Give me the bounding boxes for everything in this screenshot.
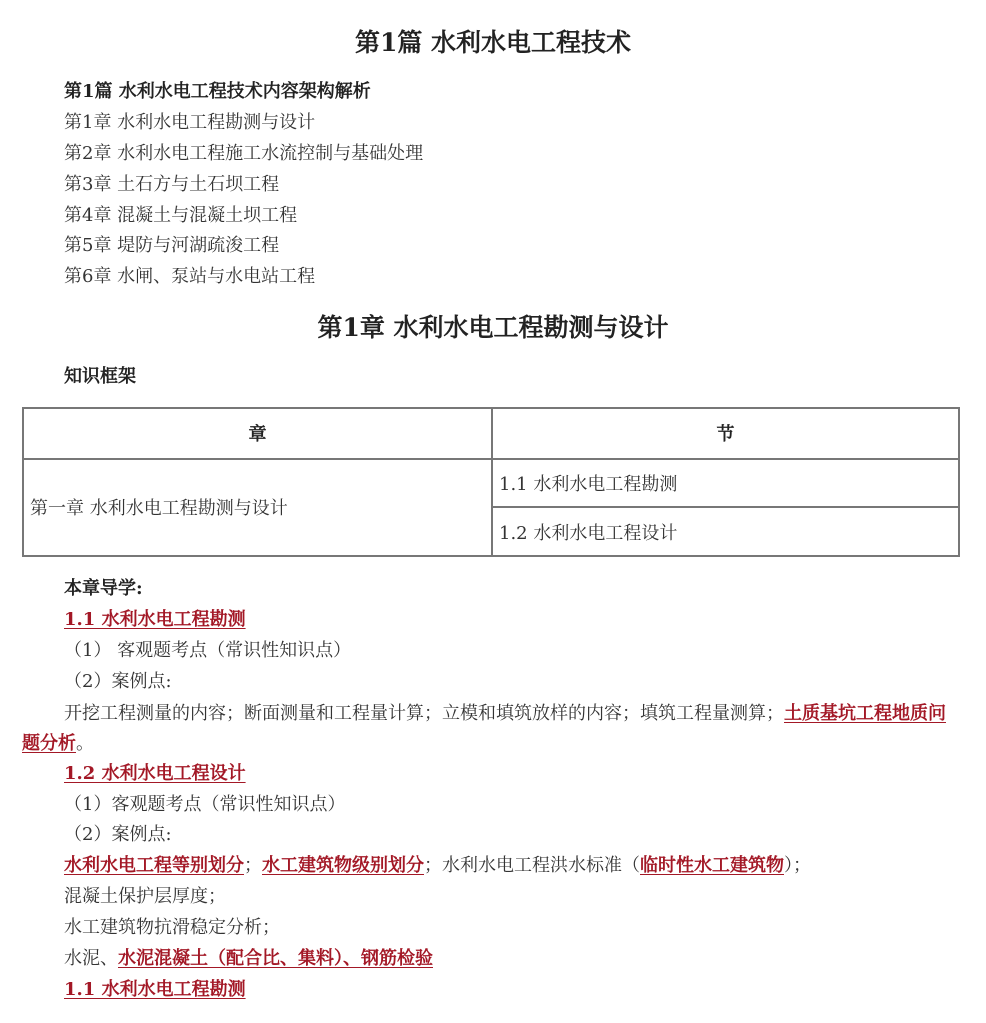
guide-s1-item-1: （1） 客观题考点（常识性知识点） [64, 640, 352, 661]
s2-line-1-end: ）； [784, 855, 811, 876]
section-3-link[interactable]: 1.1 水利水电工程勘测 [64, 979, 246, 1000]
table-cell-chapter: 第一章 水利水电工程勘测与设计 [23, 459, 492, 556]
section-1-link[interactable]: 1.1 水利水电工程勘测 [64, 609, 246, 630]
guide-s2-line-3: 水工建筑物抗滑稳定分析； [64, 917, 280, 938]
toc-chapter-1: 第1章 水利水电工程勘测与设计 [64, 112, 316, 133]
guide-s2-line-2: 混凝土保护层厚度； [64, 886, 226, 907]
toc-heading: 第1篇 水利水电工程技术内容架构解析 [64, 81, 371, 102]
part-title: 第1篇 水利水电工程技术 [354, 28, 632, 57]
toc-chapter-6: 第6章 水闸、泵站与水电站工程 [64, 266, 316, 287]
link-level-division[interactable]: 水工建筑物级别划分 [262, 855, 424, 876]
s2-line-4-text: 水泥、 [64, 948, 118, 969]
table-header-chapter: 章 [23, 408, 492, 459]
link-cement-concrete-testing[interactable]: 水泥混凝土（配合比、集料）、钢筋检验 [118, 948, 433, 969]
framework-label: 知识框架 [64, 366, 136, 387]
table-cell-section-1: 1.1 水利水电工程勘测 [492, 459, 959, 508]
toc-chapter-4: 第4章 混凝土与混凝土坝工程 [64, 205, 298, 226]
guide-s1-item-2: （2）案例点: [64, 671, 172, 692]
s1-paragraph-text: 开挖工程测量的内容；断面测量和工程量计算；立模和填筑放样的内容；填筑工程量测算； [64, 703, 784, 724]
guide-s2-item-2: （2）案例点: [64, 824, 172, 845]
guide-section-1-title[interactable] [64, 607, 246, 633]
s2-line-1-sep: ； [244, 855, 262, 876]
chapter-title: 第1章 水利水电工程勘测与设计 [317, 313, 669, 342]
link-grade-division[interactable]: 水利水电工程等别划分 [64, 855, 244, 876]
link-temporary-structures[interactable]: 临时性水工建筑物 [640, 855, 784, 876]
guide-label: 本章导学: [64, 578, 143, 599]
toc-chapter-2: 第2章 水利水电工程施工水流控制与基础处理 [64, 143, 424, 164]
toc-chapter-3: 第3章 土石方与土石坝工程 [64, 174, 280, 195]
s2-line-1-text: ；水利水电工程洪水标准（ [424, 855, 640, 876]
guide-s2-line-4 [64, 946, 433, 972]
s1-paragraph-link[interactable]: 土质基坑工程地质问题分析 [22, 703, 946, 754]
guide-s2-line-1 [64, 853, 811, 879]
guide-section-3-title[interactable] [64, 977, 246, 1003]
knowledge-framework-table [22, 407, 960, 557]
guide-s1-paragraph [22, 699, 957, 759]
table-header-section: 节 [492, 408, 959, 459]
guide-s2-item-1: （1）客观题考点（常识性知识点） [64, 794, 346, 815]
section-2-link[interactable]: 1.2 水利水电工程设计 [64, 763, 246, 784]
toc-chapter-5: 第5章 堤防与河湖疏浚工程 [64, 235, 280, 256]
guide-section-2-title[interactable] [64, 761, 246, 787]
table-cell-section-2: 1.2 水利水电工程设计 [492, 507, 959, 556]
s1-paragraph-end: 。 [76, 733, 94, 754]
